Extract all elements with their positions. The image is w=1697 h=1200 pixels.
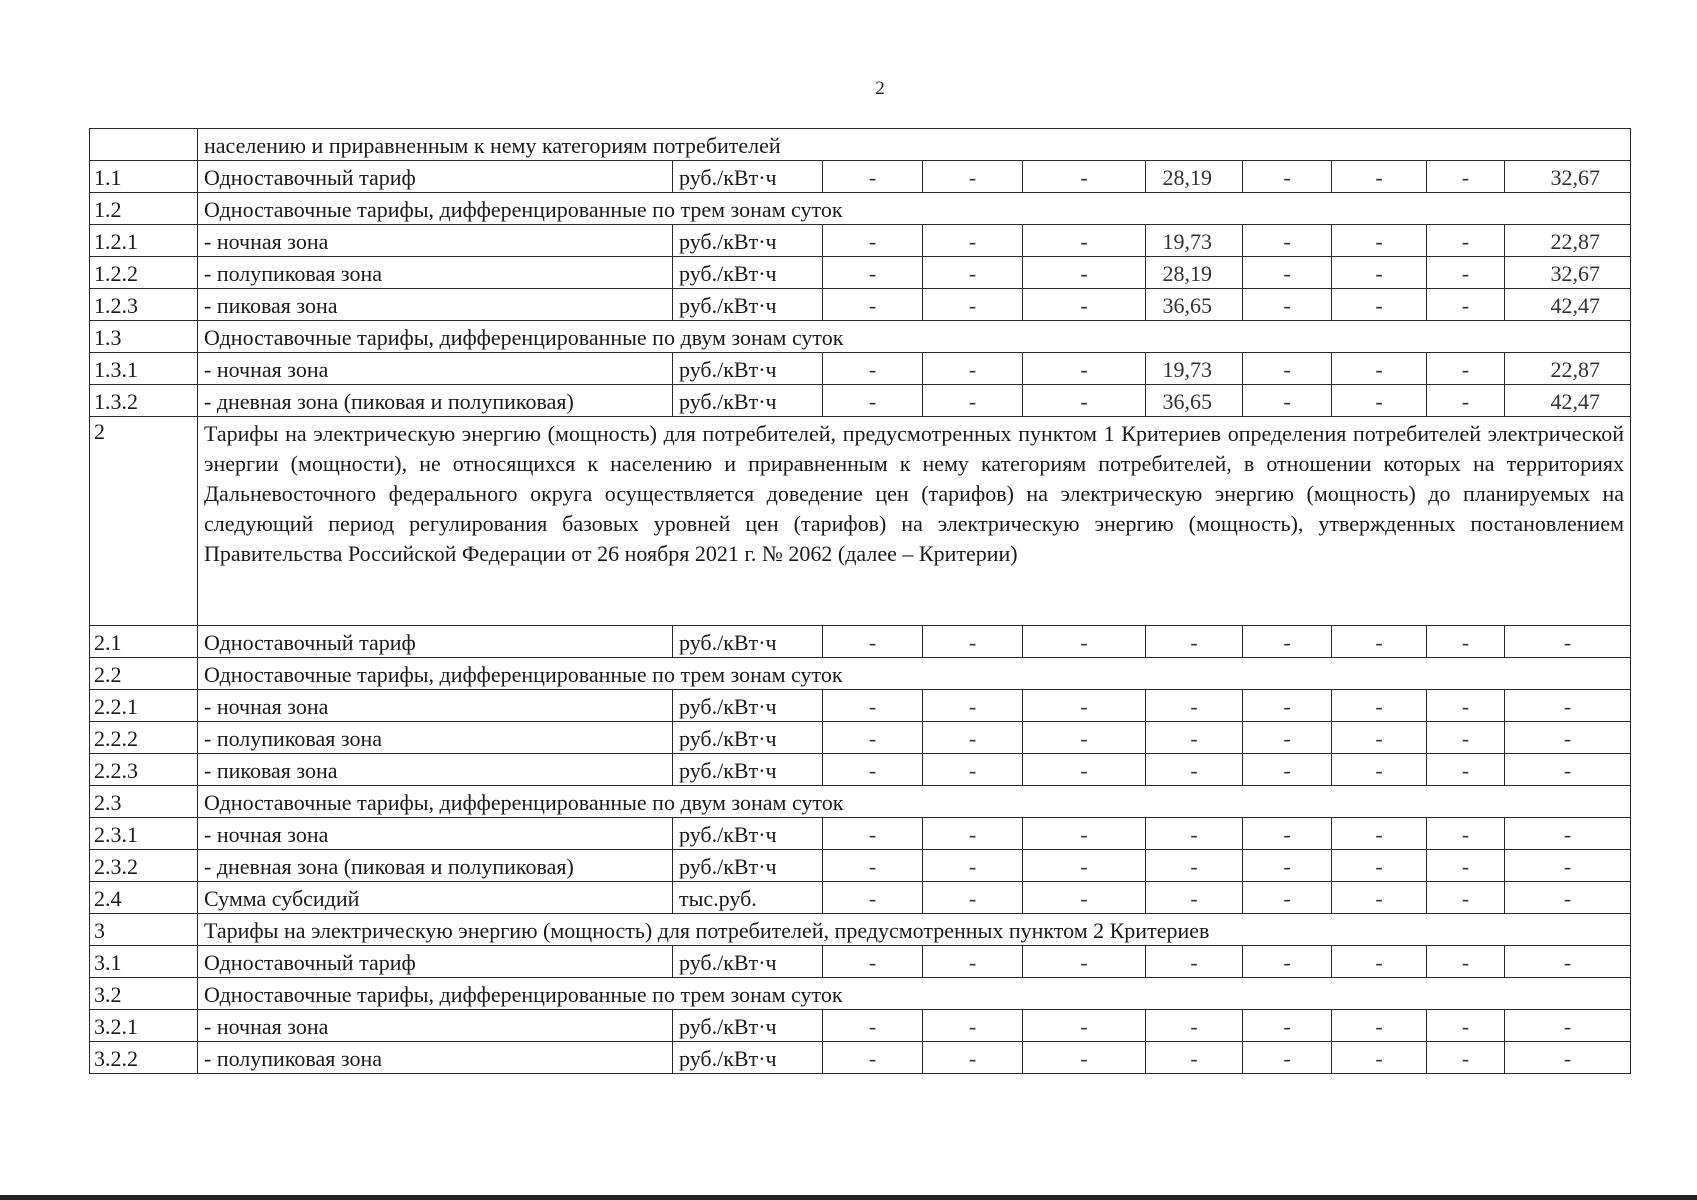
value-cell: -	[1146, 850, 1243, 882]
value-cell: -	[923, 818, 1023, 850]
value-cell: -	[1146, 818, 1243, 850]
row-number-cell: 2.3.1	[90, 818, 198, 850]
value-cell: -	[1243, 690, 1332, 722]
row-label-cell: - полупиковая зона	[198, 1042, 673, 1074]
row-number-cell: 1.2.1	[90, 225, 198, 257]
value-cell: -	[1505, 850, 1631, 882]
value-cell: -	[1243, 722, 1332, 754]
value-cell: -	[1332, 385, 1427, 417]
value-cell: -	[1243, 754, 1332, 786]
value-cell: -	[1243, 225, 1332, 257]
value-cell: -	[1505, 754, 1631, 786]
value-cell: -	[1427, 289, 1505, 321]
value-cell: -	[923, 161, 1023, 193]
value-cell: -	[1023, 225, 1146, 257]
unit-cell: руб./кВт·ч	[673, 818, 823, 850]
value-cell: -	[1146, 690, 1243, 722]
value-cell: -	[923, 289, 1023, 321]
value-cell: 36,65	[1146, 289, 1243, 321]
value-cell: -	[1332, 850, 1427, 882]
value-cell: -	[823, 626, 923, 658]
tariff-table-body	[90, 129, 1631, 1074]
table-row	[90, 882, 1631, 914]
value-cell: -	[1146, 946, 1243, 978]
value-cell: -	[1332, 161, 1427, 193]
value-cell: 19,73	[1146, 353, 1243, 385]
value-cell: -	[1332, 353, 1427, 385]
unit-cell: руб./кВт·ч	[673, 1010, 823, 1042]
value-cell: -	[1243, 626, 1332, 658]
value-cell: -	[1332, 818, 1427, 850]
row-number-cell: 2.2.1	[90, 690, 198, 722]
value-cell: 22,87	[1505, 353, 1631, 385]
row-number-cell: 2.3	[90, 786, 198, 818]
unit-cell: руб./кВт·ч	[673, 385, 823, 417]
value-cell: -	[1023, 161, 1146, 193]
value-cell: -	[1243, 257, 1332, 289]
value-cell: -	[1023, 850, 1146, 882]
value-cell: -	[1505, 946, 1631, 978]
value-cell: -	[1427, 1042, 1505, 1074]
row-number-cell: 1.2.2	[90, 257, 198, 289]
row-label-cell: - дневная зона (пиковая и полупиковая)	[198, 385, 673, 417]
table-row	[90, 818, 1631, 850]
value-cell: -	[1146, 722, 1243, 754]
value-cell: 32,67	[1505, 161, 1631, 193]
scan-edge-line	[0, 1195, 1697, 1200]
row-number-cell: 2.2	[90, 658, 198, 690]
section-header-cell: Одноставочные тарифы, дифференцированные по двум зонам суток	[198, 321, 1631, 353]
value-cell: -	[1146, 626, 1243, 658]
row-label-cell: - ночная зона	[198, 690, 673, 722]
value-cell: -	[1243, 818, 1332, 850]
value-cell: -	[923, 754, 1023, 786]
value-cell: -	[1332, 882, 1427, 914]
unit-cell: руб./кВт·ч	[673, 1042, 823, 1074]
value-cell: -	[1243, 353, 1332, 385]
value-cell: 22,87	[1505, 225, 1631, 257]
value-cell: -	[1023, 946, 1146, 978]
table-row	[90, 321, 1631, 353]
table-row	[90, 786, 1631, 818]
unit-cell: руб./кВт·ч	[673, 946, 823, 978]
value-cell: -	[1427, 882, 1505, 914]
value-cell: -	[823, 850, 923, 882]
row-number-cell: 2.4	[90, 882, 198, 914]
unit-cell: руб./кВт·ч	[673, 225, 823, 257]
value-cell: -	[1243, 289, 1332, 321]
row-label-cell: - ночная зона	[198, 818, 673, 850]
section-header-cell: Одноставочные тарифы, дифференцированные по трем зонам суток	[198, 658, 1631, 690]
value-cell: -	[923, 353, 1023, 385]
value-cell: -	[1505, 1010, 1631, 1042]
value-cell: -	[1332, 257, 1427, 289]
section-header-cell: Одноставочные тарифы, дифференцированные по трем зонам суток	[198, 978, 1631, 1010]
value-cell: -	[1146, 1042, 1243, 1074]
value-cell: -	[823, 946, 923, 978]
row-number-cell: 1.2	[90, 193, 198, 225]
value-cell: -	[823, 289, 923, 321]
tariff-table	[89, 128, 1631, 1074]
table-row	[90, 225, 1631, 257]
value-cell: -	[1427, 385, 1505, 417]
value-cell: -	[923, 946, 1023, 978]
table-row	[90, 257, 1631, 289]
value-cell: -	[823, 818, 923, 850]
value-cell: -	[1427, 722, 1505, 754]
value-cell: -	[923, 626, 1023, 658]
value-cell: -	[1023, 754, 1146, 786]
value-cell: -	[1243, 882, 1332, 914]
table-row	[90, 353, 1631, 385]
value-cell: -	[1427, 754, 1505, 786]
value-cell: -	[1023, 385, 1146, 417]
unit-cell: руб./кВт·ч	[673, 626, 823, 658]
value-cell: -	[1427, 850, 1505, 882]
row-number-cell: 3.1	[90, 946, 198, 978]
value-cell: -	[1243, 161, 1332, 193]
row-number-cell: 2.3.2	[90, 850, 198, 882]
value-cell: -	[1146, 882, 1243, 914]
value-cell: -	[923, 690, 1023, 722]
value-cell: -	[823, 722, 923, 754]
value-cell: -	[1427, 161, 1505, 193]
value-cell: -	[823, 1010, 923, 1042]
table-row	[90, 1010, 1631, 1042]
unit-cell: тыс.руб.	[673, 882, 823, 914]
value-cell: -	[823, 161, 923, 193]
value-cell: -	[1023, 1042, 1146, 1074]
value-cell: -	[1332, 225, 1427, 257]
table-row	[90, 289, 1631, 321]
value-cell: -	[823, 1042, 923, 1074]
row-number-cell: 3.2.1	[90, 1010, 198, 1042]
value-cell: -	[923, 722, 1023, 754]
unit-cell: руб./кВт·ч	[673, 722, 823, 754]
value-cell: -	[923, 850, 1023, 882]
value-cell: -	[1505, 626, 1631, 658]
value-cell: -	[823, 353, 923, 385]
value-cell: -	[1427, 946, 1505, 978]
value-cell: -	[1023, 722, 1146, 754]
value-cell: -	[1505, 690, 1631, 722]
row-number-cell: 2.2.2	[90, 722, 198, 754]
value-cell: 36,65	[1146, 385, 1243, 417]
value-cell: -	[923, 1010, 1023, 1042]
row-label-cell: - полупиковая зона	[198, 722, 673, 754]
value-cell: -	[1505, 1042, 1631, 1074]
value-cell: -	[1023, 882, 1146, 914]
value-cell: -	[1427, 225, 1505, 257]
unit-cell: руб./кВт·ч	[673, 161, 823, 193]
unit-cell: руб./кВт·ч	[673, 690, 823, 722]
row-number-cell: 1.3.1	[90, 353, 198, 385]
table-row	[90, 658, 1631, 690]
value-cell: -	[1023, 626, 1146, 658]
row-label-cell: - пиковая зона	[198, 754, 673, 786]
row-number-cell: 2.2.3	[90, 754, 198, 786]
row-number-cell: 2	[90, 417, 198, 626]
value-cell: 28,19	[1146, 257, 1243, 289]
value-cell: 42,47	[1505, 385, 1631, 417]
section-header-cell: Одноставочные тарифы, дифференцированные по двум зонам суток	[198, 786, 1631, 818]
row-number-cell: 1.1	[90, 161, 198, 193]
value-cell: 19,73	[1146, 225, 1243, 257]
row-label-cell: Одноставочный тариф	[198, 626, 673, 658]
value-cell: -	[1146, 754, 1243, 786]
value-cell: -	[923, 257, 1023, 289]
value-cell: 28,19	[1146, 161, 1243, 193]
value-cell: -	[823, 754, 923, 786]
value-cell: -	[1243, 850, 1332, 882]
value-cell: 32,67	[1505, 257, 1631, 289]
value-cell: -	[1505, 882, 1631, 914]
value-cell: -	[1332, 1010, 1427, 1042]
table-row	[90, 626, 1631, 658]
value-cell: -	[823, 882, 923, 914]
row-label-cell: - пиковая зона	[198, 289, 673, 321]
value-cell: -	[1243, 1010, 1332, 1042]
value-cell: -	[1427, 257, 1505, 289]
row-label-cell: - ночная зона	[198, 225, 673, 257]
value-cell: -	[923, 1042, 1023, 1074]
row-label-cell: Одноставочный тариф	[198, 946, 673, 978]
unit-cell: руб./кВт·ч	[673, 754, 823, 786]
value-cell: -	[1427, 626, 1505, 658]
value-cell: -	[1023, 1010, 1146, 1042]
row-number-cell: 3.2.2	[90, 1042, 198, 1074]
table-row	[90, 193, 1631, 225]
value-cell: -	[1332, 754, 1427, 786]
value-cell: -	[823, 385, 923, 417]
row-number-cell: 3	[90, 914, 198, 946]
table-row	[90, 914, 1631, 946]
value-cell: -	[1332, 1042, 1427, 1074]
value-cell: -	[1243, 946, 1332, 978]
row-number-cell: 1.3.2	[90, 385, 198, 417]
table-row	[90, 161, 1631, 193]
value-cell: -	[1332, 289, 1427, 321]
row-label-cell: Одноставочный тариф	[198, 161, 673, 193]
unit-cell: руб./кВт·ч	[673, 289, 823, 321]
table-row	[90, 946, 1631, 978]
page-number: 2	[875, 78, 885, 99]
row-label-cell: - ночная зона	[198, 353, 673, 385]
value-cell: -	[1427, 818, 1505, 850]
table-row	[90, 722, 1631, 754]
table-row	[90, 129, 1631, 161]
value-cell: -	[1505, 818, 1631, 850]
section-description-cell: Тарифы на электрическую энергию (мощность) для потребителей, предусмотренных пунктом 1 Критериев определения потребителей электрической энергии (мощности), не относящихся к населению и приравненным к нему категориям потребителей, в отношении которых на территориях Дальневосточного федерального округа осуществляется доведение цен (тарифов) на электрическую энергию (мощность) до планируемых на следующий период регулирования базовых уровней цен (тарифов) на электрическую энергию (мощность), утвержденных постановлением Правительства Российской Федерации от 26 ноября 2021 г. № 2062 (далее – Критерии)	[198, 417, 1631, 626]
value-cell: 42,47	[1505, 289, 1631, 321]
value-cell: -	[823, 225, 923, 257]
value-cell: -	[923, 882, 1023, 914]
value-cell: -	[823, 690, 923, 722]
value-cell: -	[1505, 722, 1631, 754]
value-cell: -	[1332, 722, 1427, 754]
row-label-cell: - дневная зона (пиковая и полупиковая)	[198, 850, 673, 882]
row-number-cell: 3.2	[90, 978, 198, 1010]
section-header-cell: населению и приравненным к нему категориям потребителей	[198, 129, 1631, 161]
table-row	[90, 690, 1631, 722]
value-cell: -	[1023, 353, 1146, 385]
value-cell: -	[1332, 626, 1427, 658]
value-cell: -	[1023, 818, 1146, 850]
unit-cell: руб./кВт·ч	[673, 353, 823, 385]
value-cell: -	[1427, 1010, 1505, 1042]
unit-cell: руб./кВт·ч	[673, 257, 823, 289]
value-cell: -	[1243, 1042, 1332, 1074]
value-cell: -	[1023, 257, 1146, 289]
value-cell: -	[1023, 690, 1146, 722]
table-row	[90, 385, 1631, 417]
section-header-cell: Тарифы на электрическую энергию (мощность) для потребителей, предусмотренных пунктом 2 Критериев	[198, 914, 1631, 946]
table-row	[90, 417, 1631, 626]
value-cell: -	[1332, 690, 1427, 722]
section-header-cell: Одноставочные тарифы, дифференцированные по трем зонам суток	[198, 193, 1631, 225]
row-label-cell: - ночная зона	[198, 1010, 673, 1042]
table-row	[90, 850, 1631, 882]
row-number-cell: 1.2.3	[90, 289, 198, 321]
value-cell: -	[1023, 289, 1146, 321]
row-number-cell: 2.1	[90, 626, 198, 658]
value-cell: -	[923, 385, 1023, 417]
row-label-cell: - полупиковая зона	[198, 257, 673, 289]
value-cell: -	[1332, 946, 1427, 978]
value-cell: -	[1427, 690, 1505, 722]
row-number-cell	[90, 129, 198, 161]
value-cell: -	[823, 257, 923, 289]
row-number-cell: 1.3	[90, 321, 198, 353]
value-cell: -	[1243, 385, 1332, 417]
table-row	[90, 978, 1631, 1010]
row-label-cell: Сумма субсидий	[198, 882, 673, 914]
unit-cell: руб./кВт·ч	[673, 850, 823, 882]
value-cell: -	[1146, 1010, 1243, 1042]
value-cell: -	[1427, 353, 1505, 385]
table-row	[90, 1042, 1631, 1074]
table-row	[90, 754, 1631, 786]
value-cell: -	[923, 225, 1023, 257]
